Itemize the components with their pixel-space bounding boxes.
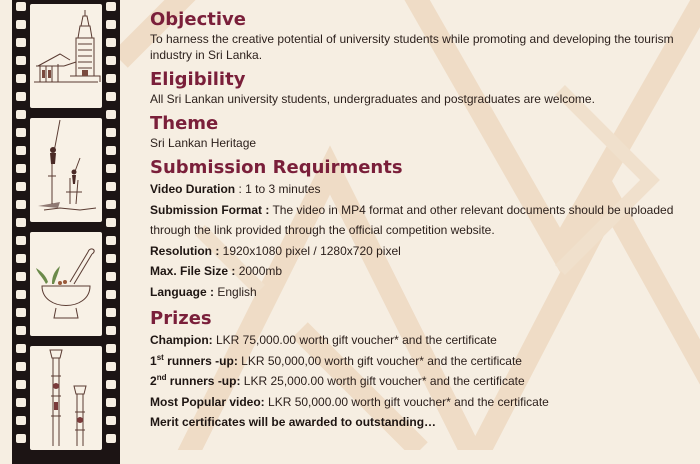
prize-rank-number: 1 bbox=[150, 353, 157, 368]
submission-heading: Submission Requirments bbox=[150, 157, 403, 178]
submission-section bbox=[150, 156, 685, 302]
film-frame-temple bbox=[30, 4, 102, 108]
stilt-fisherman-illustration bbox=[30, 118, 102, 222]
submission-value: The video in MP4 format and other relevant documents should be uploaded through the link provided through the official competition website. bbox=[150, 202, 674, 237]
prize-item bbox=[150, 351, 685, 372]
submission-item bbox=[150, 241, 685, 262]
submission-label: Max. File Size : bbox=[150, 264, 236, 278]
submission-label: Resolution : bbox=[150, 243, 220, 258]
prize-value: LKR 50,000,00 worth gift voucher* and the certificate bbox=[237, 353, 522, 368]
prize-label bbox=[150, 374, 240, 388]
submission-value: 2000mb bbox=[235, 264, 283, 278]
carved-pillars-illustration bbox=[30, 346, 102, 450]
prize-label: Champion: bbox=[150, 333, 213, 347]
submission-item bbox=[150, 261, 685, 282]
submission-value: 1920x1080 pixel / 1280x720 pixel bbox=[219, 243, 401, 258]
prize-label: Merit certificates will be awarded to outstanding… bbox=[150, 415, 437, 429]
theme-section bbox=[150, 112, 685, 151]
eligibility-section bbox=[150, 68, 685, 107]
submission-value: English bbox=[214, 284, 257, 299]
submission-value: : 1 to 3 minutes bbox=[235, 182, 321, 196]
prize-rank-suffix: st bbox=[156, 352, 164, 362]
prize-item bbox=[150, 392, 685, 413]
content-column bbox=[150, 8, 685, 438]
submission-item bbox=[150, 282, 685, 303]
prize-item bbox=[150, 412, 685, 433]
film-strip bbox=[12, 0, 120, 464]
theme-heading: Theme bbox=[150, 113, 219, 134]
submission-item bbox=[150, 200, 685, 241]
film-perforations-left bbox=[16, 0, 26, 464]
prize-label: Most Popular video: bbox=[150, 394, 265, 409]
film-frame-fisherman bbox=[30, 118, 102, 222]
film-frame-mortar bbox=[30, 232, 102, 336]
mortar-pestle-illustration bbox=[30, 232, 102, 336]
prize-rank-text: runners -up: bbox=[163, 353, 238, 368]
prize-rank-text: runners -up: bbox=[166, 374, 241, 388]
prize-rank-suffix: nd bbox=[156, 373, 167, 382]
temple-illustration bbox=[30, 4, 102, 108]
prize-value: LKR 25,000.00 worth gift voucher* and the certificate bbox=[240, 374, 525, 388]
submission-label: Video Duration bbox=[150, 182, 236, 196]
objective-text: To harness the creative potential of university students while promoting and developing the tourism industry in Sri Lanka. bbox=[150, 32, 674, 62]
prize-item bbox=[150, 371, 685, 392]
prize-label bbox=[150, 354, 238, 368]
film-perforations-right bbox=[106, 0, 116, 464]
film-frame-pillars bbox=[30, 346, 102, 450]
prizes-heading: Prizes bbox=[150, 308, 212, 329]
submission-label: Language : bbox=[150, 284, 215, 299]
prize-value: LKR 50,000.00 worth gift voucher* and the certificate bbox=[264, 394, 549, 409]
prizes-section bbox=[150, 307, 685, 433]
theme-text: Sri Lankan Heritage bbox=[150, 136, 257, 150]
eligibility-text: All Sri Lankan university students, undergraduates and postgraduates are welcome. bbox=[150, 92, 595, 106]
objective-heading: Objective bbox=[150, 9, 246, 30]
submission-label: Submission Format : bbox=[150, 202, 270, 217]
prize-item bbox=[150, 330, 685, 351]
objective-section bbox=[150, 8, 685, 63]
eligibility-heading: Eligibility bbox=[150, 69, 246, 90]
submission-item bbox=[150, 179, 685, 200]
prize-value: LKR 75,000.00 worth gift voucher* and the certificate bbox=[212, 333, 497, 347]
prize-rank-number: 2 bbox=[150, 374, 157, 388]
